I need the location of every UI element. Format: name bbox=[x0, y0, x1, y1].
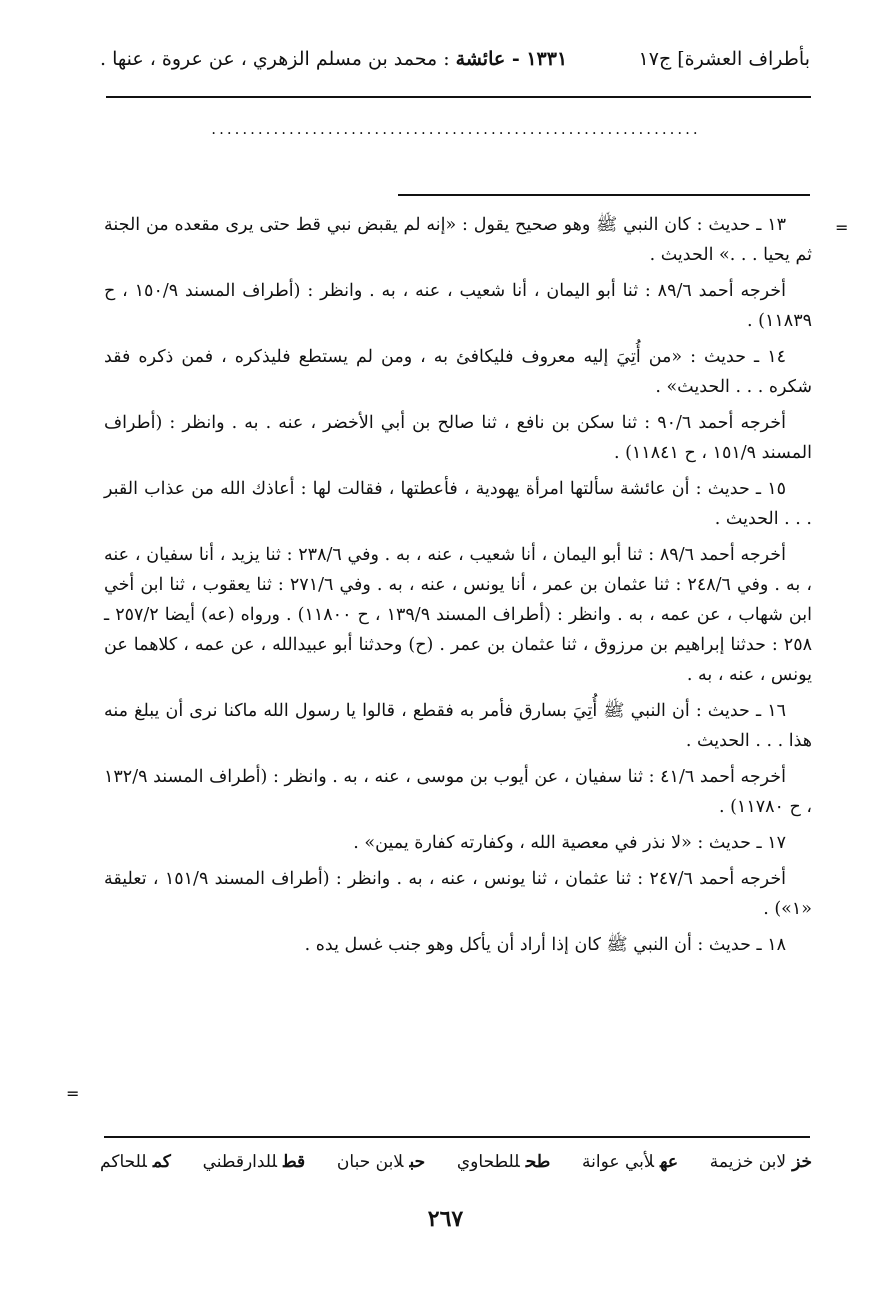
abbrev-item bbox=[203, 1152, 306, 1172]
abbrev-code: كم bbox=[152, 1152, 171, 1172]
takhrij-paragraph-17: أخرجه أحمد ٢٤٧/٦ : ثنا عثمان ، ثنا يونس ، عنه ، به . وانظر : (أطراف المسند ١٥١/٩ ، تعليقة «١») . bbox=[104, 869, 812, 919]
abbrev-code: خز bbox=[792, 1152, 812, 1172]
hadith-paragraph-14: ١٤ ـ حديث : «من أُتِيَ إليه معروف فليكافئ به ، ومن لم يستطع فليذكره ، فمن ذكره فقد شكره . . . الحديث» . bbox=[104, 347, 812, 397]
header-chain: : محمد بن مسلم الزهري ، عن عروة ، عنها . bbox=[100, 48, 450, 70]
footer-rule bbox=[104, 1136, 810, 1138]
section-rule bbox=[398, 194, 810, 196]
abbrev-code: حب bbox=[409, 1152, 426, 1172]
header-chain-group bbox=[100, 48, 567, 70]
margin-mark-top: = bbox=[835, 218, 849, 237]
takhrij-paragraph-14: أخرجه أحمد ٩٠/٦ : ثنا سكن بن نافع ، ثنا صالح بن أبي الأخضر ، عنه . به . وانظر : (أطراف المسند ١٥١/٩ ، ح ١١٨٤١) . bbox=[104, 413, 812, 463]
takhrij-paragraph-13: أخرجه أحمد ٨٩/٦ : ثنا أبو اليمان ، أنا شعيب ، عنه ، به . وانظر : (أطراف المسند ١٥٠/٩ ، ح ١١٨٣٩) . bbox=[104, 281, 812, 331]
abbrev-name: للحاكم bbox=[100, 1152, 147, 1172]
abbrev-code: طح bbox=[525, 1152, 551, 1172]
abbrev-name: لابن حبان bbox=[336, 1152, 404, 1172]
hadith-paragraph-16: ١٦ ـ حديث : أن النبي ﷺ أُتِيَ بسارق فأمر به فقطع ، قالوا يا رسول الله ماكنا نرى أن يبلغ منه هذا . . . الحديث . bbox=[104, 701, 812, 751]
hadith-paragraph-17: ١٧ ـ حديث : «لا نذر في معصية الله ، وكفارته كفارة يمين» . bbox=[353, 833, 786, 853]
abbrev-name: لأبي عوانة bbox=[582, 1152, 654, 1172]
hadith-paragraph-18: ١٨ ـ حديث : أن النبي ﷺ كان إذا أراد أن يأكل وهو جنب غسل يده . bbox=[304, 935, 786, 955]
abbrev-code: عه bbox=[660, 1152, 678, 1172]
abbrev-item bbox=[710, 1152, 812, 1172]
hadith-paragraph-15: ١٥ ـ حديث : أن عائشة سألتها امرأة يهودية ، فأعطتها ، فقالت لها : أعاذك الله من عذاب القبر . . . الحديث . bbox=[104, 479, 812, 529]
abbrev-code: قط bbox=[283, 1152, 306, 1172]
separator-dots: ............................................................... bbox=[211, 120, 701, 138]
abbrev-name: للطحاوي bbox=[456, 1152, 520, 1172]
abbrev-item bbox=[337, 1152, 425, 1172]
abbrev-item bbox=[100, 1152, 171, 1172]
abbrev-name: لابن خزيمة bbox=[709, 1152, 787, 1172]
abbrev-item bbox=[457, 1152, 550, 1172]
hadith-text-body bbox=[104, 210, 812, 966]
abbrev-item bbox=[582, 1152, 678, 1172]
running-header bbox=[100, 48, 810, 70]
abbreviation-key bbox=[100, 1152, 812, 1172]
takhrij-paragraph-15: أخرجه أحمد ٨٩/٦ : ثنا أبو اليمان ، أنا شعيب ، عنه ، به . وفي ٢٣٨/٦ : ثنا يزيد ، أنا سفيان ، عنه ، به . وفي ٢٤٨/٦ : ثنا عثمان بن عمر ، أنا يونس ، عنه ، به . وفي ٢٧١/٦ : ثنا يعقوب ، ثنا ابن أخي ابن شهاب ، عن عمه ، به . وانظر : (أطراف المسند ١٣٩/٩ ، ح ١١٨٠٠) . ورواه (عه) أيضا ٢٥٧/٢ ـ ٢٥٨ : حدثنا إبراهيم بن مرزوق ، ثنا عثمان بن عمر . (ح) وحدثنا أبو عبيدالله ، عن عمه ، كلاهما عن يونس ، عنه ، به . bbox=[104, 545, 812, 685]
hadith-paragraph-13: ١٣ ـ حديث : كان النبي ﷺ وهو صحيح يقول : «إنه لم يقبض نبي قط حتى يرى مقعده من الجنة ثم يحيا . . .» الحديث . bbox=[104, 215, 812, 265]
header-rule bbox=[106, 96, 811, 98]
page-number: ٢٦٧ bbox=[427, 1206, 464, 1232]
margin-mark-bottom: = bbox=[66, 1084, 80, 1103]
abbrev-name: للدارقطني bbox=[202, 1152, 278, 1172]
header-section: ١٣٣١ - عائشة bbox=[455, 48, 568, 70]
header-book-title: بأطراف العشرة] ج١٧ bbox=[638, 48, 810, 70]
takhrij-paragraph-16: أخرجه أحمد ٤١/٦ : ثنا سفيان ، عن أيوب بن موسى ، عنه ، به . وانظر : (أطراف المسند ١٣٢/٩ ، ح ١١٧٨٠) . bbox=[104, 767, 812, 817]
